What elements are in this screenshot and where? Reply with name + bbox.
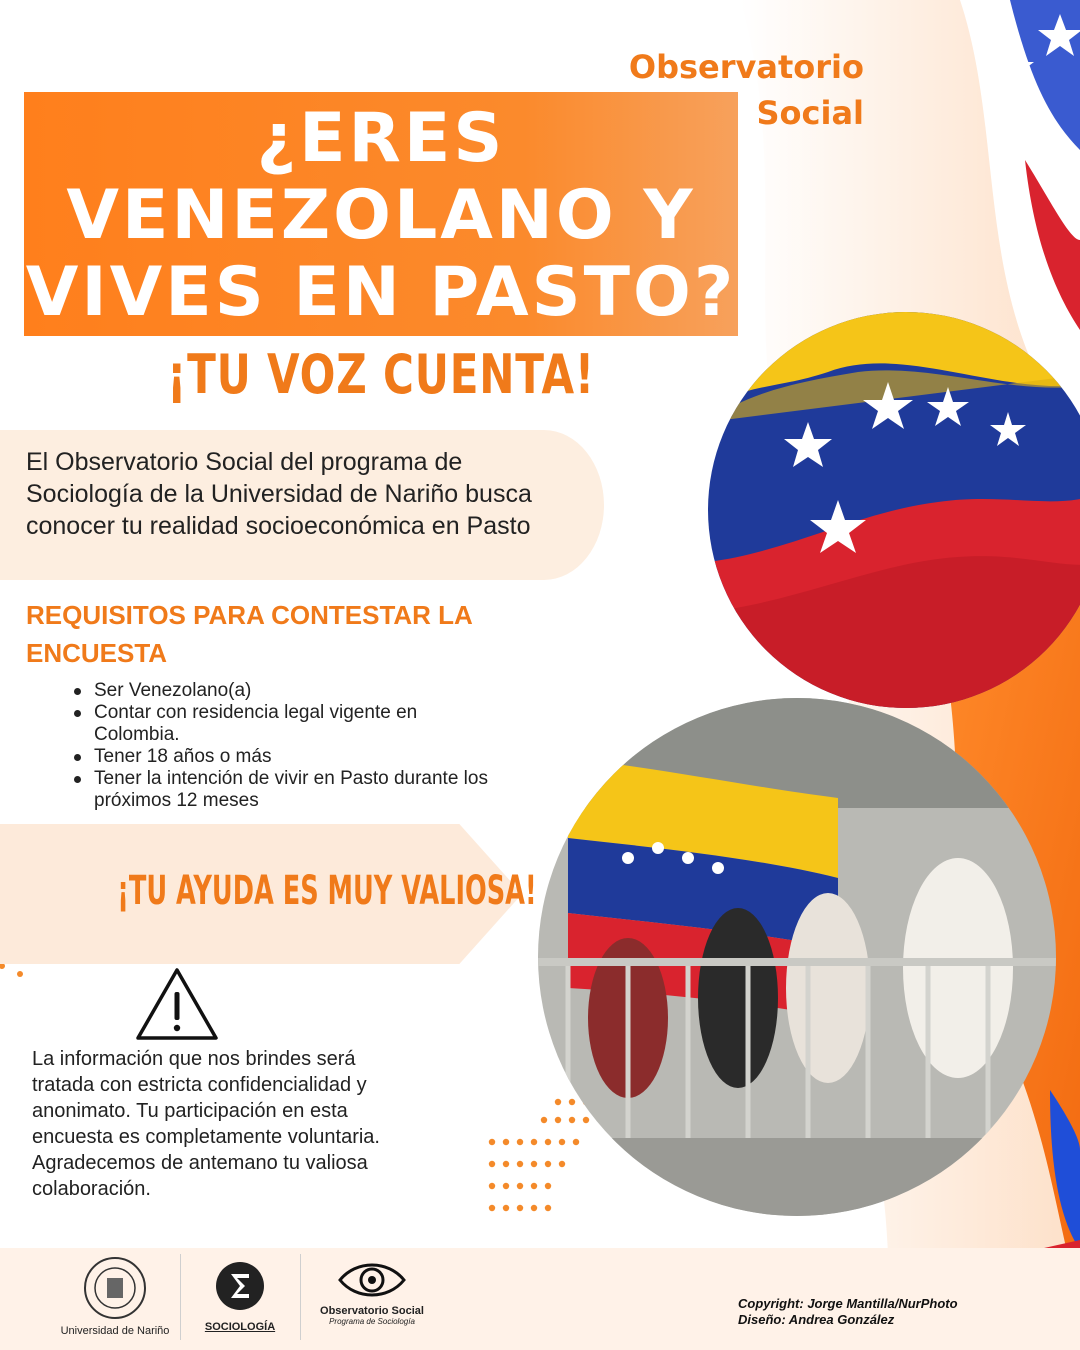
design-credit: Diseño: Andrea González (738, 1312, 895, 1327)
requirement-item: Ser Venezolano(a) (74, 680, 494, 702)
sociologia-logo (196, 1256, 284, 1333)
udenar-label: Universidad de Nariño (60, 1325, 170, 1337)
observatorio-sublabel: Programa de Sociología (329, 1317, 415, 1326)
requirement-item: Contar con residencia legal vigente en Colombia. (74, 702, 494, 746)
footer-divider (300, 1254, 301, 1340)
requirements-list (74, 680, 494, 812)
sigma-icon (205, 1256, 275, 1318)
subheadline: ¡TU VOZ CUENTA! (167, 343, 595, 406)
credits (738, 1296, 1068, 1328)
brand-line-1: Observatorio (628, 48, 864, 86)
headline-line-2: VENEZOLANO Y (66, 176, 696, 255)
observatorio-label: Observatorio Social (320, 1305, 424, 1317)
headline-line-3: VIVES EN PASTO? (25, 253, 737, 332)
brand-line-2: Social (756, 94, 864, 132)
warning-triangle-icon (134, 966, 220, 1042)
footer-divider (180, 1254, 181, 1340)
eye-icon (336, 1258, 408, 1302)
confidentiality-text: La información que nos brindes será tratada con estricta confidencialidad y anonimato. Tu participación en esta encuesta es completamente voluntaria. Agradecemos de antemano tu valiosa colaboración. (32, 1048, 380, 1200)
requirements-title: REQUISITOS PARA CONTESTAR LA ENCUESTA (26, 600, 472, 668)
requirement-item: Tener la intención de vivir en Pasto durante los próximos 12 meses (74, 768, 494, 812)
observatorio-logo (312, 1258, 432, 1326)
help-banner-text: ¡TU AYUDA ES MUY VALIOSA! (117, 868, 537, 914)
requirement-item: Tener 18 años o más (74, 746, 494, 768)
copyright-text: Copyright: Jorge Mantilla/NurPhoto (738, 1296, 958, 1311)
university-seal-icon (83, 1256, 147, 1320)
headline-line-1: ¿ERES (256, 99, 506, 178)
udenar-logo (60, 1256, 170, 1337)
sociologia-label: SOCIOLOGÍA (204, 1321, 276, 1333)
intro-text: El Observatorio Social del programa de Sociología de la Universidad de Nariño busca conocer tu realidad socioeconómica en Pasto (26, 448, 532, 540)
crowd-photo (538, 698, 1056, 1216)
dot-pattern-bottom (488, 1098, 598, 1224)
headline-box (24, 92, 738, 336)
flag-photo (708, 312, 1080, 708)
